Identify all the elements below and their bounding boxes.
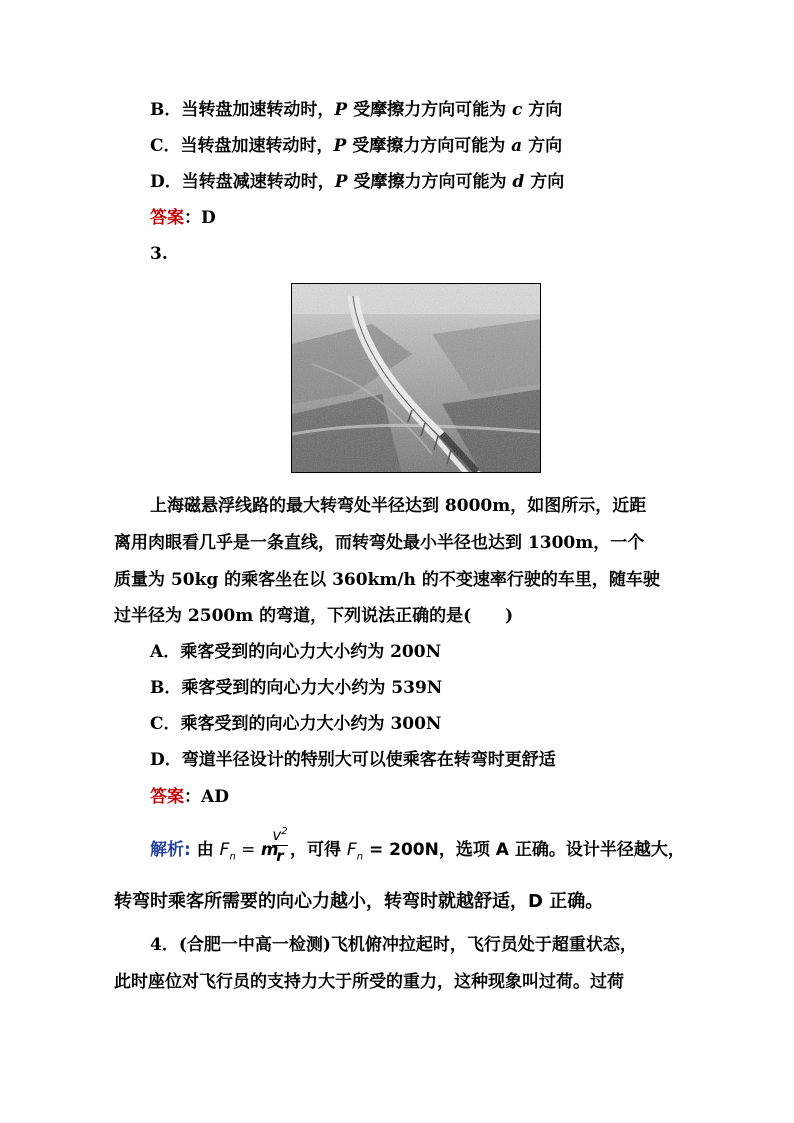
stem-line-2: 离用肉眼看几乎是一条直线，而转弯处最小半径也达到 1300m，一个 (114, 533, 645, 553)
answer-q2: 答案：D (150, 208, 216, 228)
question-4-line-2: 此时座位对飞行员的支持力大于所受的重力，这种现象叫过荷。过荷 (114, 972, 624, 992)
stem-line-4: 过半径为 2500m 的弯道，下列说法正确的是( ) (114, 606, 514, 626)
option-a: A．乘客受到的向心力大小约为 200N (150, 642, 442, 662)
maglev-photo (291, 283, 541, 473)
answer-label: 答案 (150, 208, 184, 228)
analysis-label: 解析 (150, 840, 184, 860)
question-number-3: 3. (150, 244, 168, 264)
fraction-v2-over-r: $v^2$ r (272, 826, 288, 865)
stem-line-3: 质量为 50kg 的乘客坐在以 360km/h 的不变速率行驶的车里，随车驶 (114, 570, 660, 590)
analysis-line-2: 转弯时乘客所需要的向心力越小，转弯时就越舒适，D 正确。 (114, 891, 604, 912)
question-4-line-1: 4．(合肥一中高一检测)飞机俯冲拉起时，飞行员处于超重状态， (150, 935, 637, 955)
answer-label: 答案 (150, 787, 184, 807)
answer-q3: 答案：AD (150, 787, 229, 807)
option-d: D．弯道半径设计的特别大可以使乘客在转弯时更舒适 (150, 750, 556, 770)
option-c: C．乘客受到的向心力大小约为 300N (150, 714, 442, 734)
option-b: B．当转盘加速转动时，P 受摩擦力方向可能为 c 方向 (150, 100, 563, 120)
option-b: B．乘客受到的向心力大小约为 539N (150, 678, 443, 698)
option-c: C．当转盘加速转动时，P 受摩擦力方向可能为 a 方向 (150, 136, 563, 156)
stem-line-1: 上海磁悬浮线路的最大转弯处半径达到 8000m，如图所示，近距 (150, 496, 647, 516)
maglev-photo-icon (292, 284, 541, 473)
option-d: D．当转盘减速转动时，P 受摩擦力方向可能为 d 方向 (150, 172, 565, 192)
